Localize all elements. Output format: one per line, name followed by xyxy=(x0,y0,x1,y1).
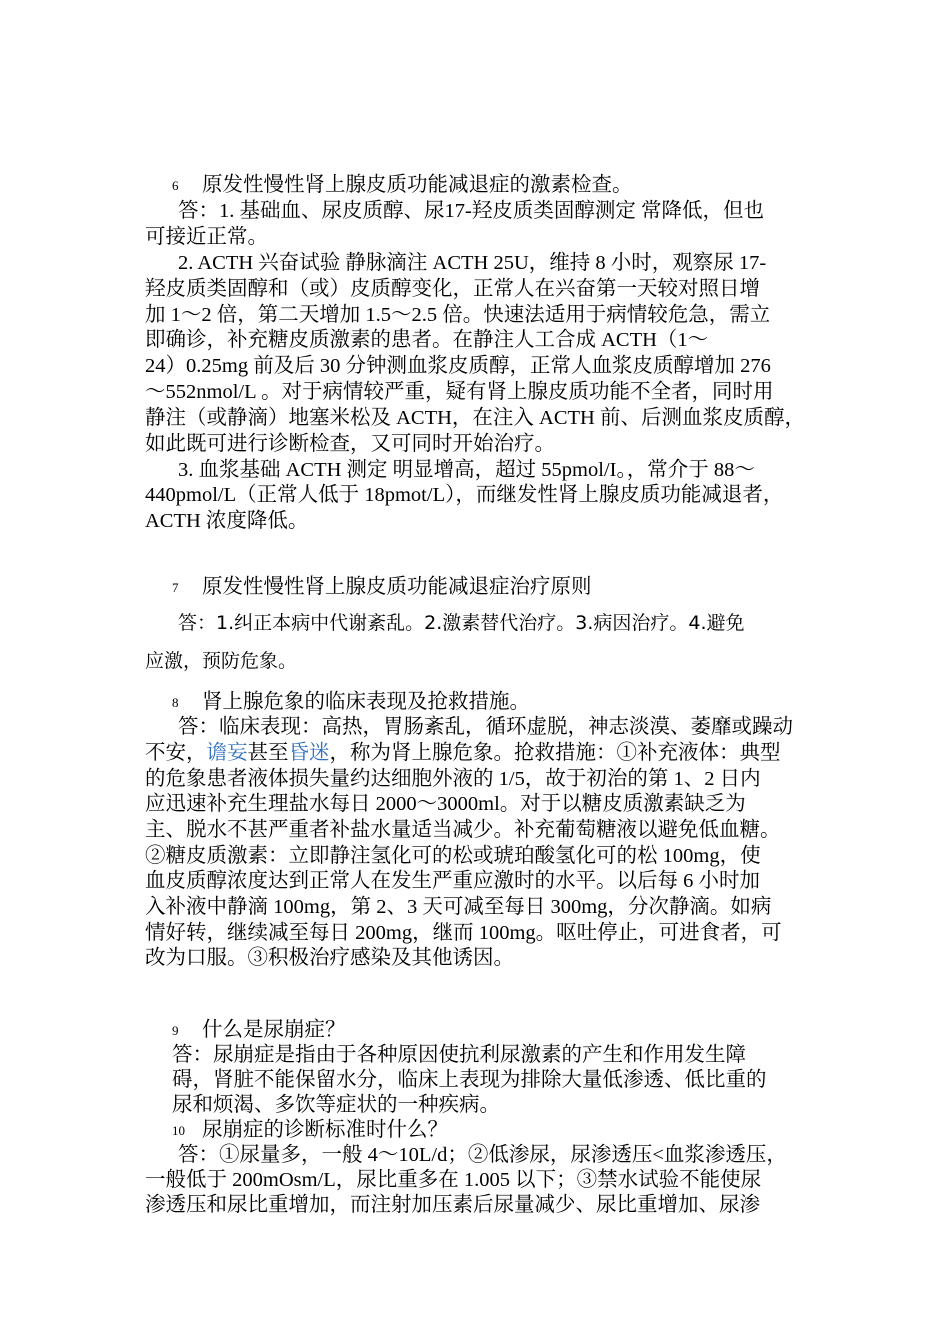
q6-line-9: 静注（或静滴）地塞米松及 ACTH，在注入 ACTH 前、后测血浆皮质醇， xyxy=(145,407,805,429)
q8-line-10: 改为口服。③积极治疗感染及其他诱因。 xyxy=(145,947,514,969)
q9-line-3: 尿和烦渴、多饮等症状的一种疾病。 xyxy=(172,1094,500,1116)
q8-line-6: ②糖皮质激素：立即静注氢化可的松或琥珀酸氢化可的松 100mg，使 xyxy=(145,845,761,867)
q9-line-2: 碍，肾脏不能保留水分，临床上表现为排除大量低渗透、低比重的 xyxy=(172,1069,767,1091)
q6-line-7: 24）0.25mg 前及后 30 分钟测血浆皮质醇，正常人血浆皮质醇增加 276 xyxy=(145,355,771,377)
q10-number: 10 xyxy=(172,1123,185,1138)
q6-line-8: ～552nmol/L 。对于病情较严重，疑有肾上腺皮质功能不全者，同时用 xyxy=(145,381,774,403)
q10-line-3: 渗透压和尿比重增加，而注射加压素后尿量减少、尿比重增加、尿渗 xyxy=(145,1194,760,1216)
q7-line-1: 答：1.纠正本病中代谢紊乱。2.激素替代治疗。3.病因治疗。4.避免 xyxy=(178,612,745,634)
q7-number: 7 xyxy=(172,580,179,595)
q8-line-2-start: 不安， xyxy=(145,742,207,764)
link-coma[interactable]: 昏迷 xyxy=(288,742,330,764)
q6-number: 6 xyxy=(172,178,179,193)
q6-line-4: 羟皮质类固醇和（或）皮质醇变化，正常人在兴奋第一天较对照日增 xyxy=(145,278,760,300)
q10-heading xyxy=(172,1117,448,1144)
q8-number: 8 xyxy=(172,695,179,710)
q6-line-2: 可接近正常。 xyxy=(145,226,268,248)
q6-line-1: 答：1. 基础血、尿皮质醇、尿17-羟皮质类固醇测定 常降低，但也 xyxy=(178,200,764,222)
q9-title: 什么是尿崩症？ xyxy=(202,1019,346,1041)
q6-line-10: 如此既可进行诊断检查，又可同时开始治疗。 xyxy=(145,433,555,455)
q6-line-5: 加 1～2 倍，第二天增加 1.5～2.5 倍。快速法适用于病情较危急，需立 xyxy=(145,304,771,326)
q6-heading xyxy=(172,172,633,199)
q6-title: 原发性慢性肾上腺皮质功能减退症的激素检查。 xyxy=(202,174,633,196)
q7-title: 原发性慢性肾上腺皮质功能减退症治疗原则 xyxy=(202,576,592,598)
q10-line-2: 一般低于 200mOsm/L，尿比重多在 1.005 以下；③禁水试验不能使尿 xyxy=(145,1169,762,1191)
q8-line-2 xyxy=(145,740,781,766)
q8-line-7: 血皮质醇浓度达到正常人在发生严重应激时的水平。以后每 6 小时加 xyxy=(145,870,760,892)
link-delirium[interactable]: 谵妄 xyxy=(206,742,248,764)
q8-line-3: 的危象患者液体损失量约达细胞外液的 1/5，故于初治的第 1、2 日内 xyxy=(145,768,761,790)
q6-line-12: 440pmol/L（正常人低于 18pmot/L），而继发性肾上腺皮质功能减退者， xyxy=(145,484,784,506)
q9-heading xyxy=(172,1017,346,1044)
q8-line-2-mid: 甚至 xyxy=(247,742,289,764)
q7-line-2: 应激，预防危象。 xyxy=(145,650,298,672)
q6-line-13: ACTH 浓度降低。 xyxy=(145,510,309,532)
q10-line-1: 答：①尿量多，一般 4～10L/d；②低渗尿，尿渗透压<血浆渗透压， xyxy=(178,1144,787,1166)
q7-heading xyxy=(172,574,592,601)
q6-line-3: 2. ACTH 兴奋试验 静脉滴注 ACTH 25U，维持 8 小时，观察尿 17- xyxy=(178,252,767,274)
q9-line-1: 答：尿崩症是指由于各种原因使抗利尿激素的产生和作用发生障 xyxy=(172,1044,746,1066)
q8-line-9: 情好转，继续减至每日 200mg，继而 100mg。呕吐停止，可进食者，可 xyxy=(145,922,782,944)
q8-line-8: 入补液中静滴 100mg，第 2、3 天可减至每日 300mg，分次静滴。如病 xyxy=(145,896,772,918)
q8-heading xyxy=(172,689,530,716)
q8-line-5: 主、脱水不甚严重者补盐水量适当减少。补充葡萄糖液以避免低血糖。 xyxy=(145,819,781,841)
q8-line-1: 答：临床表现：高热，胃肠紊乱，循环虚脱，神志淡漠、萎靡或躁动 xyxy=(178,716,793,738)
q8-title: 肾上腺危象的临床表现及抢救措施。 xyxy=(202,691,530,713)
q8-line-4: 应迅速补充生理盐水每日 2000～3000ml。对于以糖皮质激素缺乏为 xyxy=(145,793,746,815)
q6-line-6: 即确诊，补充糖皮质激素的患者。在静注人工合成 ACTH（1～ xyxy=(145,329,709,351)
q9-number: 9 xyxy=(172,1023,179,1038)
q6-line-11: 3. 血浆基础 ACTH 测定 明显增高，超过 55pmol/I。，常介于 88～ xyxy=(178,459,755,481)
q10-title: 尿崩症的诊断标准时什么？ xyxy=(202,1119,448,1141)
q8-line-2-end: ，称为肾上腺危象。抢救措施：①补充液体：典型 xyxy=(329,742,781,764)
